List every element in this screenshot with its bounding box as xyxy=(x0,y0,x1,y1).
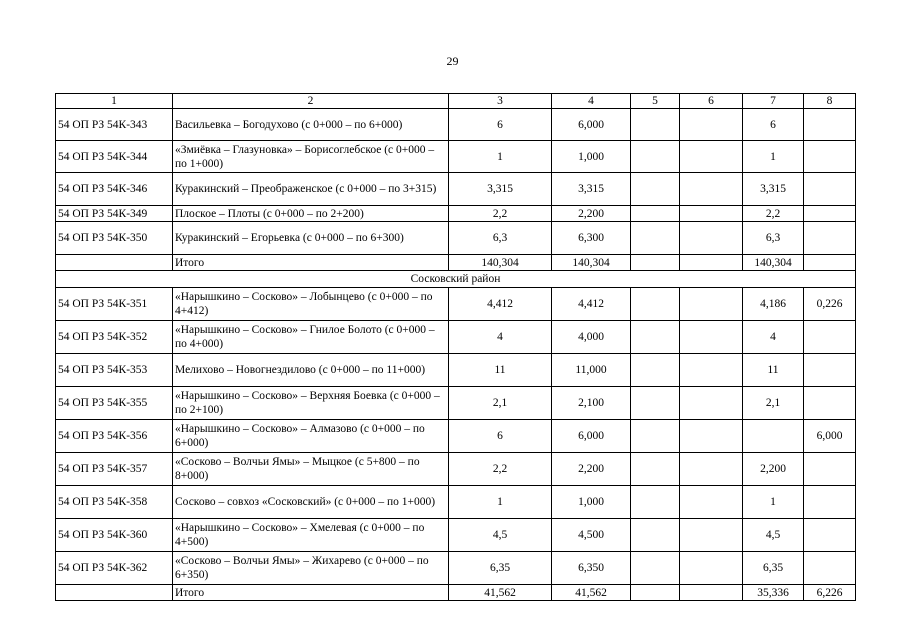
column-number: 6 xyxy=(680,94,743,109)
road-name: Мелихово – Новогнездилово (с 0+000 – по 11+000) xyxy=(173,354,449,387)
cell-col5 xyxy=(631,141,680,173)
cell-col4: 4,000 xyxy=(552,321,631,354)
road-code: 54 ОП РЗ 54К-360 xyxy=(56,519,173,552)
cell-col8: 6,000 xyxy=(804,420,856,453)
empty-cell xyxy=(56,585,173,601)
column-number: 7 xyxy=(743,94,804,109)
cell-col7: 6,35 xyxy=(743,552,804,585)
cell-col3: 2,2 xyxy=(449,453,552,486)
cell-col5 xyxy=(631,519,680,552)
table-row xyxy=(56,206,856,222)
cell-col4: 4,412 xyxy=(552,288,631,321)
cell-col3: 1 xyxy=(449,141,552,173)
cell-col7: 11 xyxy=(743,354,804,387)
road-name: Сосково – совхоз «Сосковский» (с 0+000 – по 1+000) xyxy=(173,486,449,519)
cell-col6 xyxy=(680,420,743,453)
cell-col8 xyxy=(804,552,856,585)
cell-col6 xyxy=(680,519,743,552)
cell-col4: 2,100 xyxy=(552,387,631,420)
column-number: 2 xyxy=(173,94,449,109)
road-code: 54 ОП РЗ 54К-353 xyxy=(56,354,173,387)
road-name: «Нарышкино – Сосково» – Верхняя Боевка (с 0+000 – по 2+100) xyxy=(173,387,449,420)
road-code: 54 ОП РЗ 54К-357 xyxy=(56,453,173,486)
road-code: 54 ОП РЗ 54К-351 xyxy=(56,288,173,321)
cell-col7: 2,1 xyxy=(743,387,804,420)
table-row xyxy=(56,486,856,519)
cell-col7: 6,3 xyxy=(743,222,804,255)
total-col3: 140,304 xyxy=(449,255,552,271)
cell-col4: 11,000 xyxy=(552,354,631,387)
road-name: «Сосково – Волчьи Ямы» – Жихарево (с 0+000 – по 6+350) xyxy=(173,552,449,585)
cell-col6 xyxy=(680,173,743,206)
cell-col5 xyxy=(631,173,680,206)
cell-col4: 2,200 xyxy=(552,206,631,222)
cell-col3: 2,2 xyxy=(449,206,552,222)
total-col4: 41,562 xyxy=(552,585,631,601)
road-name: «Змиёвка – Глазуновка» – Борисоглебское (с 0+000 – по 1+000) xyxy=(173,141,449,173)
table-row xyxy=(56,453,856,486)
cell-col8 xyxy=(804,486,856,519)
total-col5 xyxy=(631,585,680,601)
cell-col3: 1 xyxy=(449,486,552,519)
cell-col8 xyxy=(804,206,856,222)
cell-col8 xyxy=(804,519,856,552)
cell-col3: 11 xyxy=(449,354,552,387)
cell-col3: 6 xyxy=(449,420,552,453)
road-code: 54 ОП РЗ 54К-350 xyxy=(56,222,173,255)
column-number: 1 xyxy=(56,94,173,109)
road-code: 54 ОП РЗ 54К-358 xyxy=(56,486,173,519)
cell-col7: 6 xyxy=(743,109,804,141)
table-row xyxy=(56,420,856,453)
cell-col4: 6,350 xyxy=(552,552,631,585)
cell-col7: 4,5 xyxy=(743,519,804,552)
road-code: 54 ОП РЗ 54К-362 xyxy=(56,552,173,585)
cell-col3: 4 xyxy=(449,321,552,354)
total-col8 xyxy=(804,255,856,271)
cell-col4: 6,000 xyxy=(552,109,631,141)
cell-col6 xyxy=(680,486,743,519)
cell-col7: 4 xyxy=(743,321,804,354)
total-label: Итого xyxy=(173,255,449,271)
cell-col3: 6,3 xyxy=(449,222,552,255)
table-row xyxy=(56,387,856,420)
cell-col8 xyxy=(804,222,856,255)
cell-col4: 2,200 xyxy=(552,453,631,486)
district-name: Сосковский район xyxy=(56,271,856,288)
total-row xyxy=(56,585,856,601)
cell-col4: 3,315 xyxy=(552,173,631,206)
cell-col5 xyxy=(631,321,680,354)
total-col8: 6,226 xyxy=(804,585,856,601)
total-col6 xyxy=(680,585,743,601)
cell-col3: 3,315 xyxy=(449,173,552,206)
road-code: 54 ОП РЗ 54К-352 xyxy=(56,321,173,354)
cell-col8 xyxy=(804,354,856,387)
cell-col5 xyxy=(631,552,680,585)
road-name: Куракинский – Егорьевка (с 0+000 – по 6+300) xyxy=(173,222,449,255)
cell-col7: 2,200 xyxy=(743,453,804,486)
table-row xyxy=(56,109,856,141)
table-row xyxy=(56,288,856,321)
cell-col6 xyxy=(680,288,743,321)
cell-col4: 6,300 xyxy=(552,222,631,255)
cell-col3: 6 xyxy=(449,109,552,141)
page-number: 29 xyxy=(446,54,459,68)
cell-col8: 0,226 xyxy=(804,288,856,321)
road-code: 54 ОП РЗ 54К-349 xyxy=(56,206,173,222)
column-numbers-row xyxy=(56,94,856,109)
table-row xyxy=(56,222,856,255)
column-number: 3 xyxy=(449,94,552,109)
cell-col7: 1 xyxy=(743,141,804,173)
cell-col4: 1,000 xyxy=(552,486,631,519)
cell-col5 xyxy=(631,109,680,141)
road-name: «Нарышкино – Сосково» – Гнилое Болото (с 0+000 – по 4+000) xyxy=(173,321,449,354)
total-col6 xyxy=(680,255,743,271)
roads-table xyxy=(55,93,856,601)
cell-col3: 6,35 xyxy=(449,552,552,585)
road-code: 54 ОП РЗ 54К-344 xyxy=(56,141,173,173)
road-name: «Нарышкино – Сосково» – Лобынцево (с 0+000 – по 4+412) xyxy=(173,288,449,321)
cell-col5 xyxy=(631,206,680,222)
table-row xyxy=(56,141,856,173)
cell-col8 xyxy=(804,321,856,354)
road-name: «Нарышкино – Сосково» – Алмазово (с 0+000 – по 6+000) xyxy=(173,420,449,453)
cell-col3: 4,412 xyxy=(449,288,552,321)
column-number: 5 xyxy=(631,94,680,109)
table-row xyxy=(56,173,856,206)
table-row xyxy=(56,321,856,354)
total-col7: 35,336 xyxy=(743,585,804,601)
road-code: 54 ОП РЗ 54К-356 xyxy=(56,420,173,453)
cell-col5 xyxy=(631,288,680,321)
cell-col7: 3,315 xyxy=(743,173,804,206)
cell-col6 xyxy=(680,206,743,222)
cell-col6 xyxy=(680,453,743,486)
road-name: Васильевка – Богодухово (с 0+000 – по 6+000) xyxy=(173,109,449,141)
cell-col4: 6,000 xyxy=(552,420,631,453)
cell-col6 xyxy=(680,321,743,354)
cell-col5 xyxy=(631,486,680,519)
cell-col6 xyxy=(680,552,743,585)
table-row xyxy=(56,552,856,585)
district-row xyxy=(56,271,856,288)
cell-col6 xyxy=(680,141,743,173)
road-code: 54 ОП РЗ 54К-346 xyxy=(56,173,173,206)
empty-cell xyxy=(56,255,173,271)
cell-col7: 2,2 xyxy=(743,206,804,222)
cell-col5 xyxy=(631,420,680,453)
total-label: Итого xyxy=(173,585,449,601)
road-name: «Сосково – Волчьи Ямы» – Мыцкое (с 5+800 – по 8+000) xyxy=(173,453,449,486)
road-name: Плоское – Плоты (с 0+000 – по 2+200) xyxy=(173,206,449,222)
cell-col5 xyxy=(631,222,680,255)
cell-col8 xyxy=(804,173,856,206)
total-row xyxy=(56,255,856,271)
cell-col8 xyxy=(804,109,856,141)
cell-col7: 1 xyxy=(743,486,804,519)
column-number: 8 xyxy=(804,94,856,109)
cell-col7: 4,186 xyxy=(743,288,804,321)
cell-col6 xyxy=(680,354,743,387)
column-number: 4 xyxy=(552,94,631,109)
road-code: 54 ОП РЗ 54К-355 xyxy=(56,387,173,420)
cell-col8 xyxy=(804,387,856,420)
total-col5 xyxy=(631,255,680,271)
road-name: «Нарышкино – Сосково» – Хмелевая (с 0+000 – по 4+500) xyxy=(173,519,449,552)
cell-col7 xyxy=(743,420,804,453)
cell-col3: 4,5 xyxy=(449,519,552,552)
cell-col6 xyxy=(680,387,743,420)
cell-col5 xyxy=(631,387,680,420)
cell-col3: 2,1 xyxy=(449,387,552,420)
table-row xyxy=(56,354,856,387)
table-row xyxy=(56,519,856,552)
total-col3: 41,562 xyxy=(449,585,552,601)
total-col7: 140,304 xyxy=(743,255,804,271)
cell-col8 xyxy=(804,453,856,486)
cell-col6 xyxy=(680,222,743,255)
cell-col6 xyxy=(680,109,743,141)
total-col4: 140,304 xyxy=(552,255,631,271)
cell-col5 xyxy=(631,453,680,486)
cell-col4: 4,500 xyxy=(552,519,631,552)
cell-col8 xyxy=(804,141,856,173)
cell-col4: 1,000 xyxy=(552,141,631,173)
cell-col5 xyxy=(631,354,680,387)
road-name: Куракинский – Преображенское (с 0+000 – по 3+315) xyxy=(173,173,449,206)
road-code: 54 ОП РЗ 54К-343 xyxy=(56,109,173,141)
